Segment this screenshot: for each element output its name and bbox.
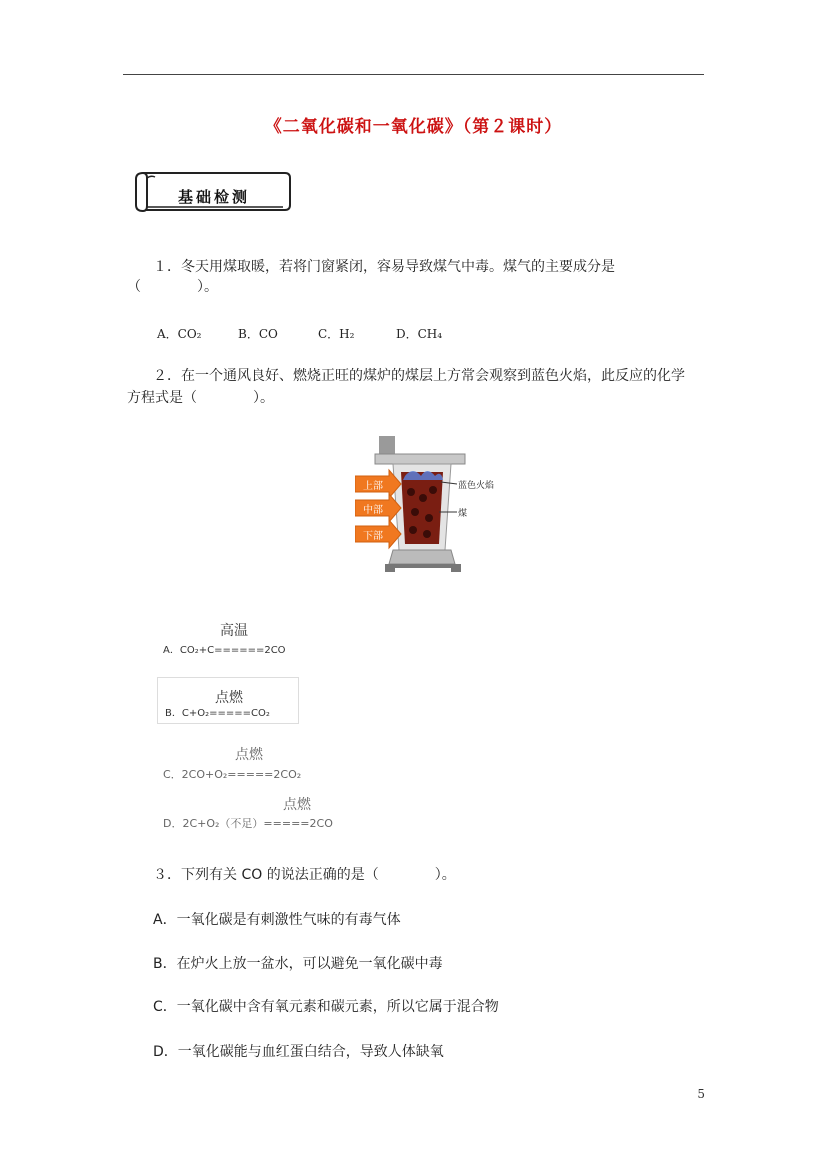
- q2-option-d-equation: D．2C+O₂（不足）=====2CO: [163, 817, 333, 830]
- q2-option-d-condition: 点燃: [283, 797, 311, 813]
- q3-option-d: D．一氧化碳能与血红蛋白结合，导致人体缺氧: [153, 1044, 444, 1060]
- label-coal: 煤: [458, 509, 468, 519]
- label-middle: 中部: [363, 505, 383, 516]
- label-lower: 下部: [363, 531, 383, 542]
- q2-option-c-condition: 点燃: [235, 747, 263, 763]
- q1-option-b: B．CO: [238, 327, 278, 341]
- q3-option-a: A．一氧化碳是有刺激性气味的有毒气体: [153, 912, 401, 928]
- coal-stove-diagram: [355, 432, 505, 580]
- arrow-middle: [355, 494, 401, 522]
- page-number: 5: [697, 1087, 705, 1101]
- q1-line1: １．冬天用煤取暖，若将门窗紧闭，容易导致煤气中毒。煤气的主要成分是: [153, 259, 615, 275]
- q2-option-b-condition: 点燃: [215, 690, 243, 706]
- q2-option-b-equation: B．C+O₂=====CO₂: [165, 708, 270, 719]
- label-upper: 上部: [363, 481, 383, 492]
- q2-option-a-equation: A．CO₂+C======2CO: [163, 645, 286, 656]
- q1-option-d: D．CH₄: [396, 327, 443, 341]
- header-rule: [123, 74, 704, 75]
- q1-option-a: A．CO₂: [157, 327, 202, 341]
- q3-option-b: B．在炉火上放一盆水，可以避免一氧化碳中毒: [153, 956, 443, 972]
- q2-option-a-condition: 高温: [220, 623, 248, 639]
- q2-option-c-equation: C．2CO+O₂=====2CO₂: [163, 768, 302, 781]
- q2-line2: 方程式是（ ）。: [127, 390, 274, 406]
- q1-option-c: C．H₂: [318, 327, 355, 341]
- q3-stem: ３．下列有关 CO 的说法正确的是（ ）。: [153, 867, 456, 883]
- q3-option-c: C．一氧化碳中含有氧元素和碳元素，所以它属于混合物: [153, 999, 499, 1015]
- page-title: 《二氧化碳和一氧化碳》（第２课时）: [264, 117, 563, 137]
- label-blue-flame: 蓝色火焰: [458, 481, 495, 491]
- q1-line2: （ ）。: [127, 279, 218, 295]
- arrow-lower: [355, 520, 401, 548]
- q2-line1: ２．在一个通风良好、燃烧正旺的煤炉的煤层上方常会观察到蓝色火焰，此反应的化学: [153, 368, 685, 384]
- section-label: 基础检测: [178, 188, 251, 206]
